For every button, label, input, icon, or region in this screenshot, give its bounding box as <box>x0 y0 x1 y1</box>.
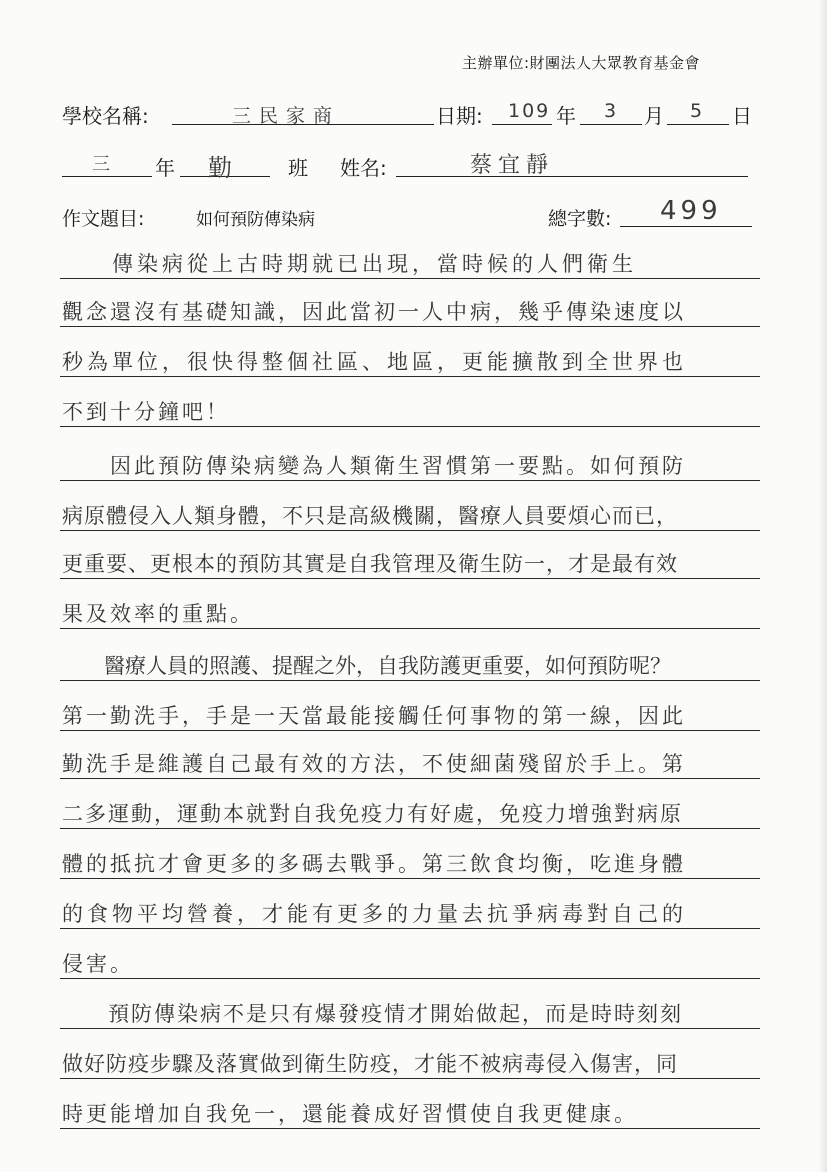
name-label: 姓名: <box>340 156 387 180</box>
wordcount-value[interactable]: 499 <box>660 196 722 226</box>
ruled-line <box>60 278 760 279</box>
grade-value[interactable]: 三 <box>92 154 112 175</box>
essay-line: 醫療人員的照護、提醒之外，自我防護更重要，如何預防呢？ <box>62 654 671 678</box>
class-value[interactable]: 勤 <box>208 154 234 182</box>
grade-underline <box>62 176 152 177</box>
essay-line: 果及效率的重點。 <box>62 602 254 626</box>
essay-line: 時更能增加自我免一，還能養成好習慣使自我更健康。 <box>62 1102 638 1126</box>
essay-line: 傳染病從上古時期就已出現，當時候的人們衛生 <box>62 252 637 276</box>
day-unit: 日 <box>732 104 752 128</box>
essay-line: 秒為單位，很快得整個社區、地區，更能擴散到全世界也 <box>62 350 687 374</box>
name-value[interactable]: 蔡宜靜 <box>470 153 555 178</box>
ruled-line <box>60 778 760 779</box>
essay-line: 二多運動，運動本就對自我免疫力有好處，免疫力增強對病原 <box>62 802 683 826</box>
essay-line: 侵害。 <box>62 952 134 976</box>
essay-line: 病原體侵入人類身體，不只是高級機關，醫療人員要煩心而已， <box>62 504 678 528</box>
month-value[interactable]: 3 <box>604 100 619 122</box>
ruled-line <box>60 578 760 579</box>
wordcount-label: 總字數: <box>548 208 612 230</box>
grade-unit: 年 <box>155 156 175 180</box>
essay-line: 觀念還沒有基礎知識，因此當初一人中病，幾乎傳染速度以 <box>62 300 686 324</box>
essay-line: 不到十分鐘吧！ <box>62 400 230 424</box>
essay-line: 做好防疫步驟及落實做到衛生防疫，才能不被病毒侵入傷害，同 <box>62 1052 678 1076</box>
ruled-line <box>60 978 760 979</box>
sponsor-text: 主辦單位:財團法人大眾教育基金會 <box>462 54 701 72</box>
topic-value: 如何預防傳染病 <box>196 210 315 230</box>
essay-line: 預防傳染病不是只有爆發疫情才開始做起，而是時時刻刻 <box>62 1002 683 1026</box>
ruled-line <box>60 426 760 427</box>
wordcount-underline <box>620 226 752 227</box>
ruled-line <box>60 680 760 681</box>
ruled-line <box>60 628 760 629</box>
class-unit: 班 <box>288 156 308 180</box>
year-underline <box>492 124 552 125</box>
ruled-line <box>60 1078 760 1079</box>
ruled-line <box>60 480 760 481</box>
ruled-line <box>60 376 760 377</box>
date-label: 日期: <box>436 104 483 128</box>
essay-line: 更重要、更根本的預防其實是自我管理及衛生防一，才是最有效 <box>62 552 678 576</box>
name-underline <box>396 176 748 177</box>
day-value[interactable]: 5 <box>690 100 705 122</box>
month-unit: 月 <box>644 104 664 128</box>
year-unit: 年 <box>556 104 576 128</box>
ruled-line <box>60 730 760 731</box>
year-value[interactable]: 109 <box>508 100 551 122</box>
topic-label: 作文題目: <box>62 208 145 230</box>
ruled-line <box>60 878 760 879</box>
ruled-line <box>60 326 760 327</box>
school-value[interactable]: 三民家商 <box>232 105 341 127</box>
ruled-line <box>60 1028 760 1029</box>
ruled-line <box>60 1128 760 1129</box>
month-underline <box>580 124 642 125</box>
ruled-line <box>60 928 760 929</box>
essay-line: 第一勤洗手，手是一天當最能接觸任何事物的第一線，因此 <box>62 704 686 728</box>
essay-line: 的食物平均營養，才能有更多的力量去抗爭病毒對自己的 <box>62 902 687 926</box>
day-underline <box>667 124 729 125</box>
ruled-line <box>60 530 760 531</box>
ruled-line <box>60 828 760 829</box>
essay-line: 勤洗手是維護自己最有效的方法，不使細菌殘留於手上。第 <box>62 752 686 776</box>
essay-line: 因此預防傳染病變為人類衛生習慣第一要點。如何預防 <box>62 454 686 478</box>
essay-line: 體的抵抗才會更多的多碼去戰爭。第三飲食均衡，吃進身體 <box>62 852 686 876</box>
scan-edge-shadow <box>819 0 827 1172</box>
school-label: 學校名稱: <box>62 104 149 128</box>
